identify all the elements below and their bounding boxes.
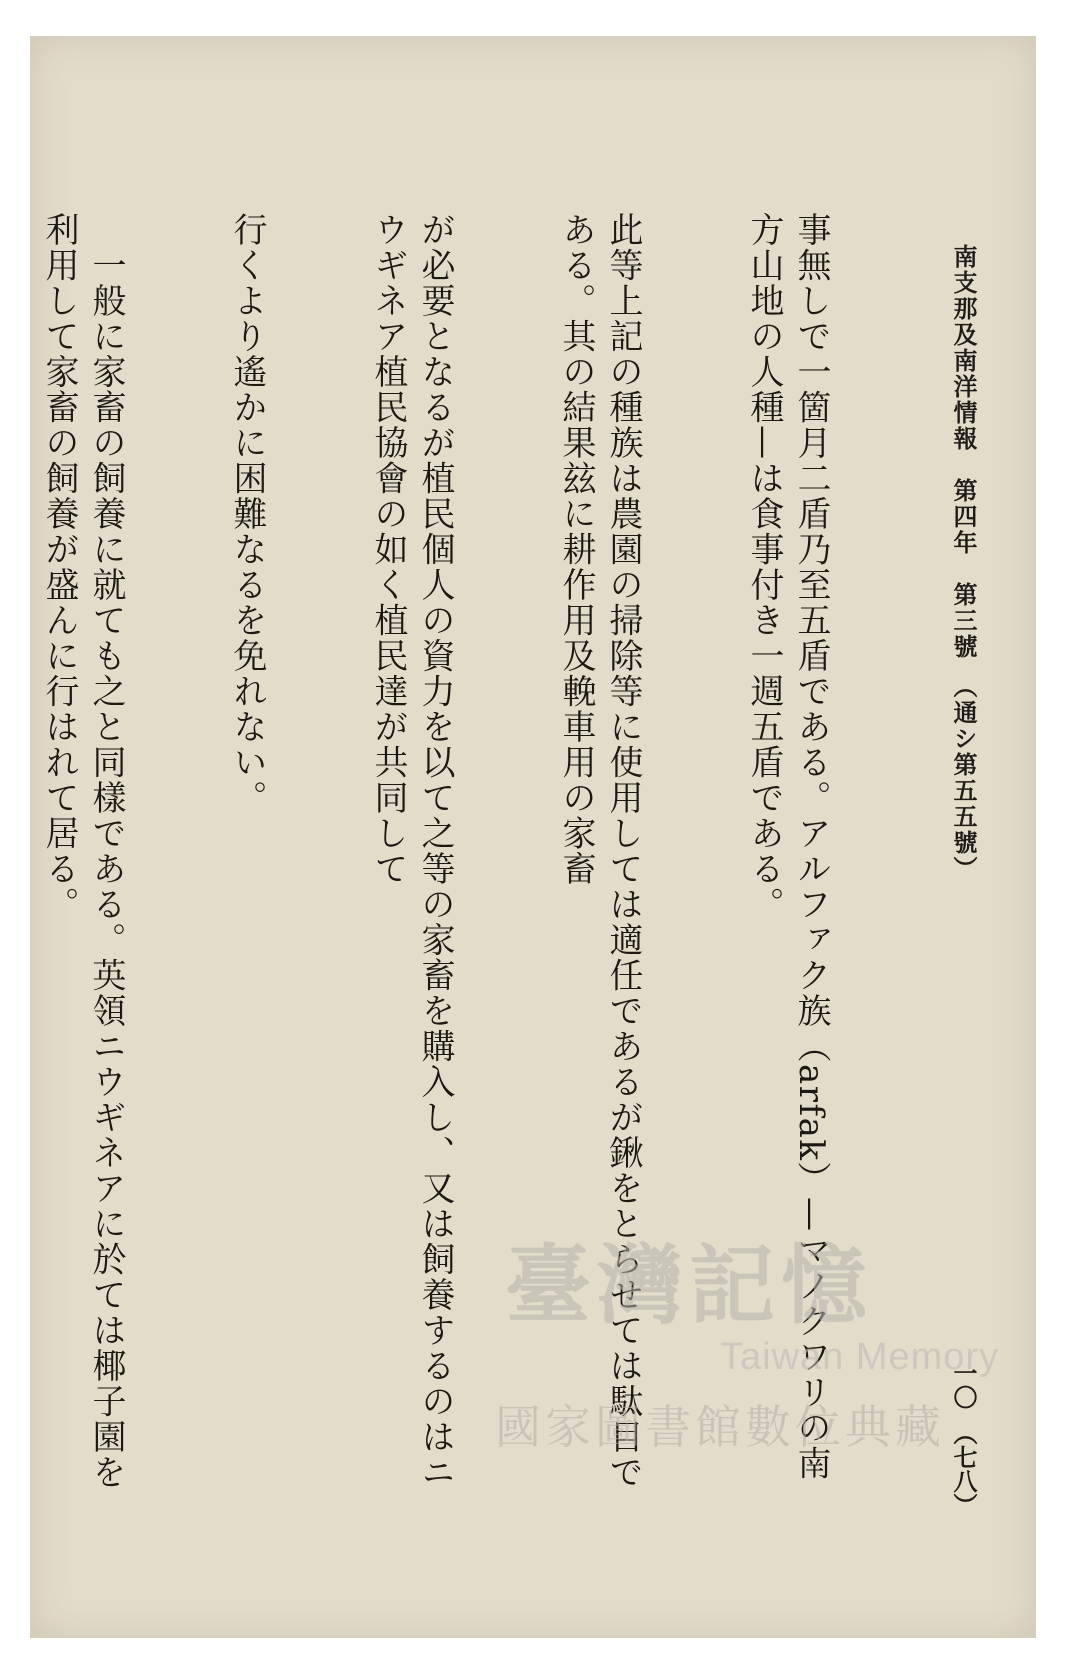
text-column: 事無しで一箇月二盾乃至五盾である。アルファク族（arfak）—マノクワリの南方山地の人種—は食事付き一週五盾である。 (744, 212, 831, 1481)
document-page (30, 36, 1036, 1638)
text-column: 行くより遙かに困難なるを免れない。 (227, 212, 267, 816)
watermark-title: 臺灣記憶 (505, 1235, 873, 1336)
header-title: 南支那及南洋情報 第四年 第三號 （通シ第五五號） (949, 244, 978, 882)
page-number-text: 一〇 （七八） (949, 1361, 978, 1517)
text-column: 此等上記の種族は農園の掃除等に使用しては適任であるが鍬をとらせては駄目である。其の結果玆に耕作用及輓車用の家畜 (556, 212, 643, 1490)
watermark-subtitle: Taiwan Memory (720, 1336, 1000, 1378)
watermark-org: 國家圖書館數位典藏 (495, 1400, 945, 1454)
text-column: 一般に家畜の飼養に就ても之と同樣である。英領ニウギネアに於ては椰子園を利用して家畜の飼養が盛んに行はれて居る。 (39, 212, 126, 1490)
watermark-logo (495, 1216, 1015, 1476)
running-header (946, 244, 981, 882)
text-column: が必要となるが植民個人の資力を以て之等の家畜を購入し、又は飼養するのはニウギネア植民協會の如く植民達が共同して (368, 212, 455, 1490)
